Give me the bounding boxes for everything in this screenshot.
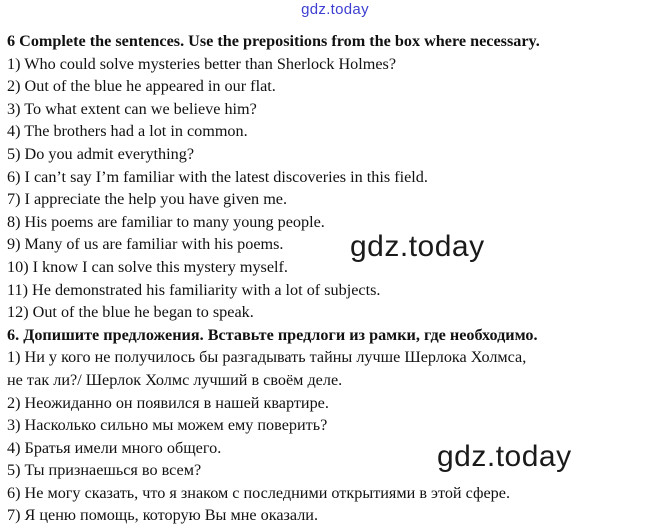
watermark-middle: gdz.today [350, 230, 485, 263]
sentence-ru-7: 7) Я ценю помощь, которую Вы мне оказали. [7, 506, 319, 525]
sentence-en-5: 5) Do you admit everything? [7, 144, 195, 163]
sentence-en-11: 11) He demonstrated his familiarity with a lot of subjects. [7, 280, 381, 299]
sentence-en-8: 8) His poems are familiar to many young people. [7, 212, 325, 231]
sentence-en-6: 6) I can’t say I’m familiar with the latest discoveries in this field. [7, 167, 428, 186]
sentence-ru-3: 3) Насколько сильно мы можем ему поверить? [7, 416, 328, 435]
watermark-top: gdz.today [301, 1, 369, 18]
sentence-en-4: 4) The brothers had a lot in common. [7, 122, 248, 141]
sentence-en-1: 1) Who could solve mysteries better than Sherlock Holmes? [7, 54, 397, 73]
watermark-bottom: gdz.today [437, 440, 572, 473]
sentence-ru-1-cont: не так ли?/ Шерлок Холмс лучший в своём деле. [7, 370, 343, 389]
sentence-en-2: 2) Out of the blue he appeared in our flat. [7, 77, 276, 96]
heading-russian: 6. Допишите предложения. Вставьте предлоги из рамки, где необходимо. [7, 325, 538, 344]
sentence-ru-6: 6) Не могу сказать, что я знаком с последними открытиями в этой сфере. [7, 483, 511, 502]
sentence-ru-1: 1) Ни у кого не получилось бы разгадывать тайны лучше Шерлока Холмса, [7, 348, 527, 367]
sentence-en-12: 12) Out of the blue he began to speak. [7, 303, 254, 322]
sentence-en-3: 3) To what extent can we believe him? [7, 99, 257, 118]
sentence-ru-5: 5) Ты признаешься во всем? [7, 461, 202, 480]
sentence-en-10: 10) I know I can solve this mystery myself. [7, 257, 288, 276]
heading-english: 6 Complete the sentences. Use the prepositions from the box where necessary. [7, 32, 540, 50]
sentence-en-7: 7) I appreciate the help you have given me. [7, 190, 288, 209]
sentence-ru-4: 4) Братья имели много общего. [7, 438, 222, 457]
sentence-en-9: 9) Many of us are familiar with his poems. [7, 235, 284, 254]
sentence-ru-2: 2) Неожиданно он появился в нашей квартире. [7, 393, 329, 412]
